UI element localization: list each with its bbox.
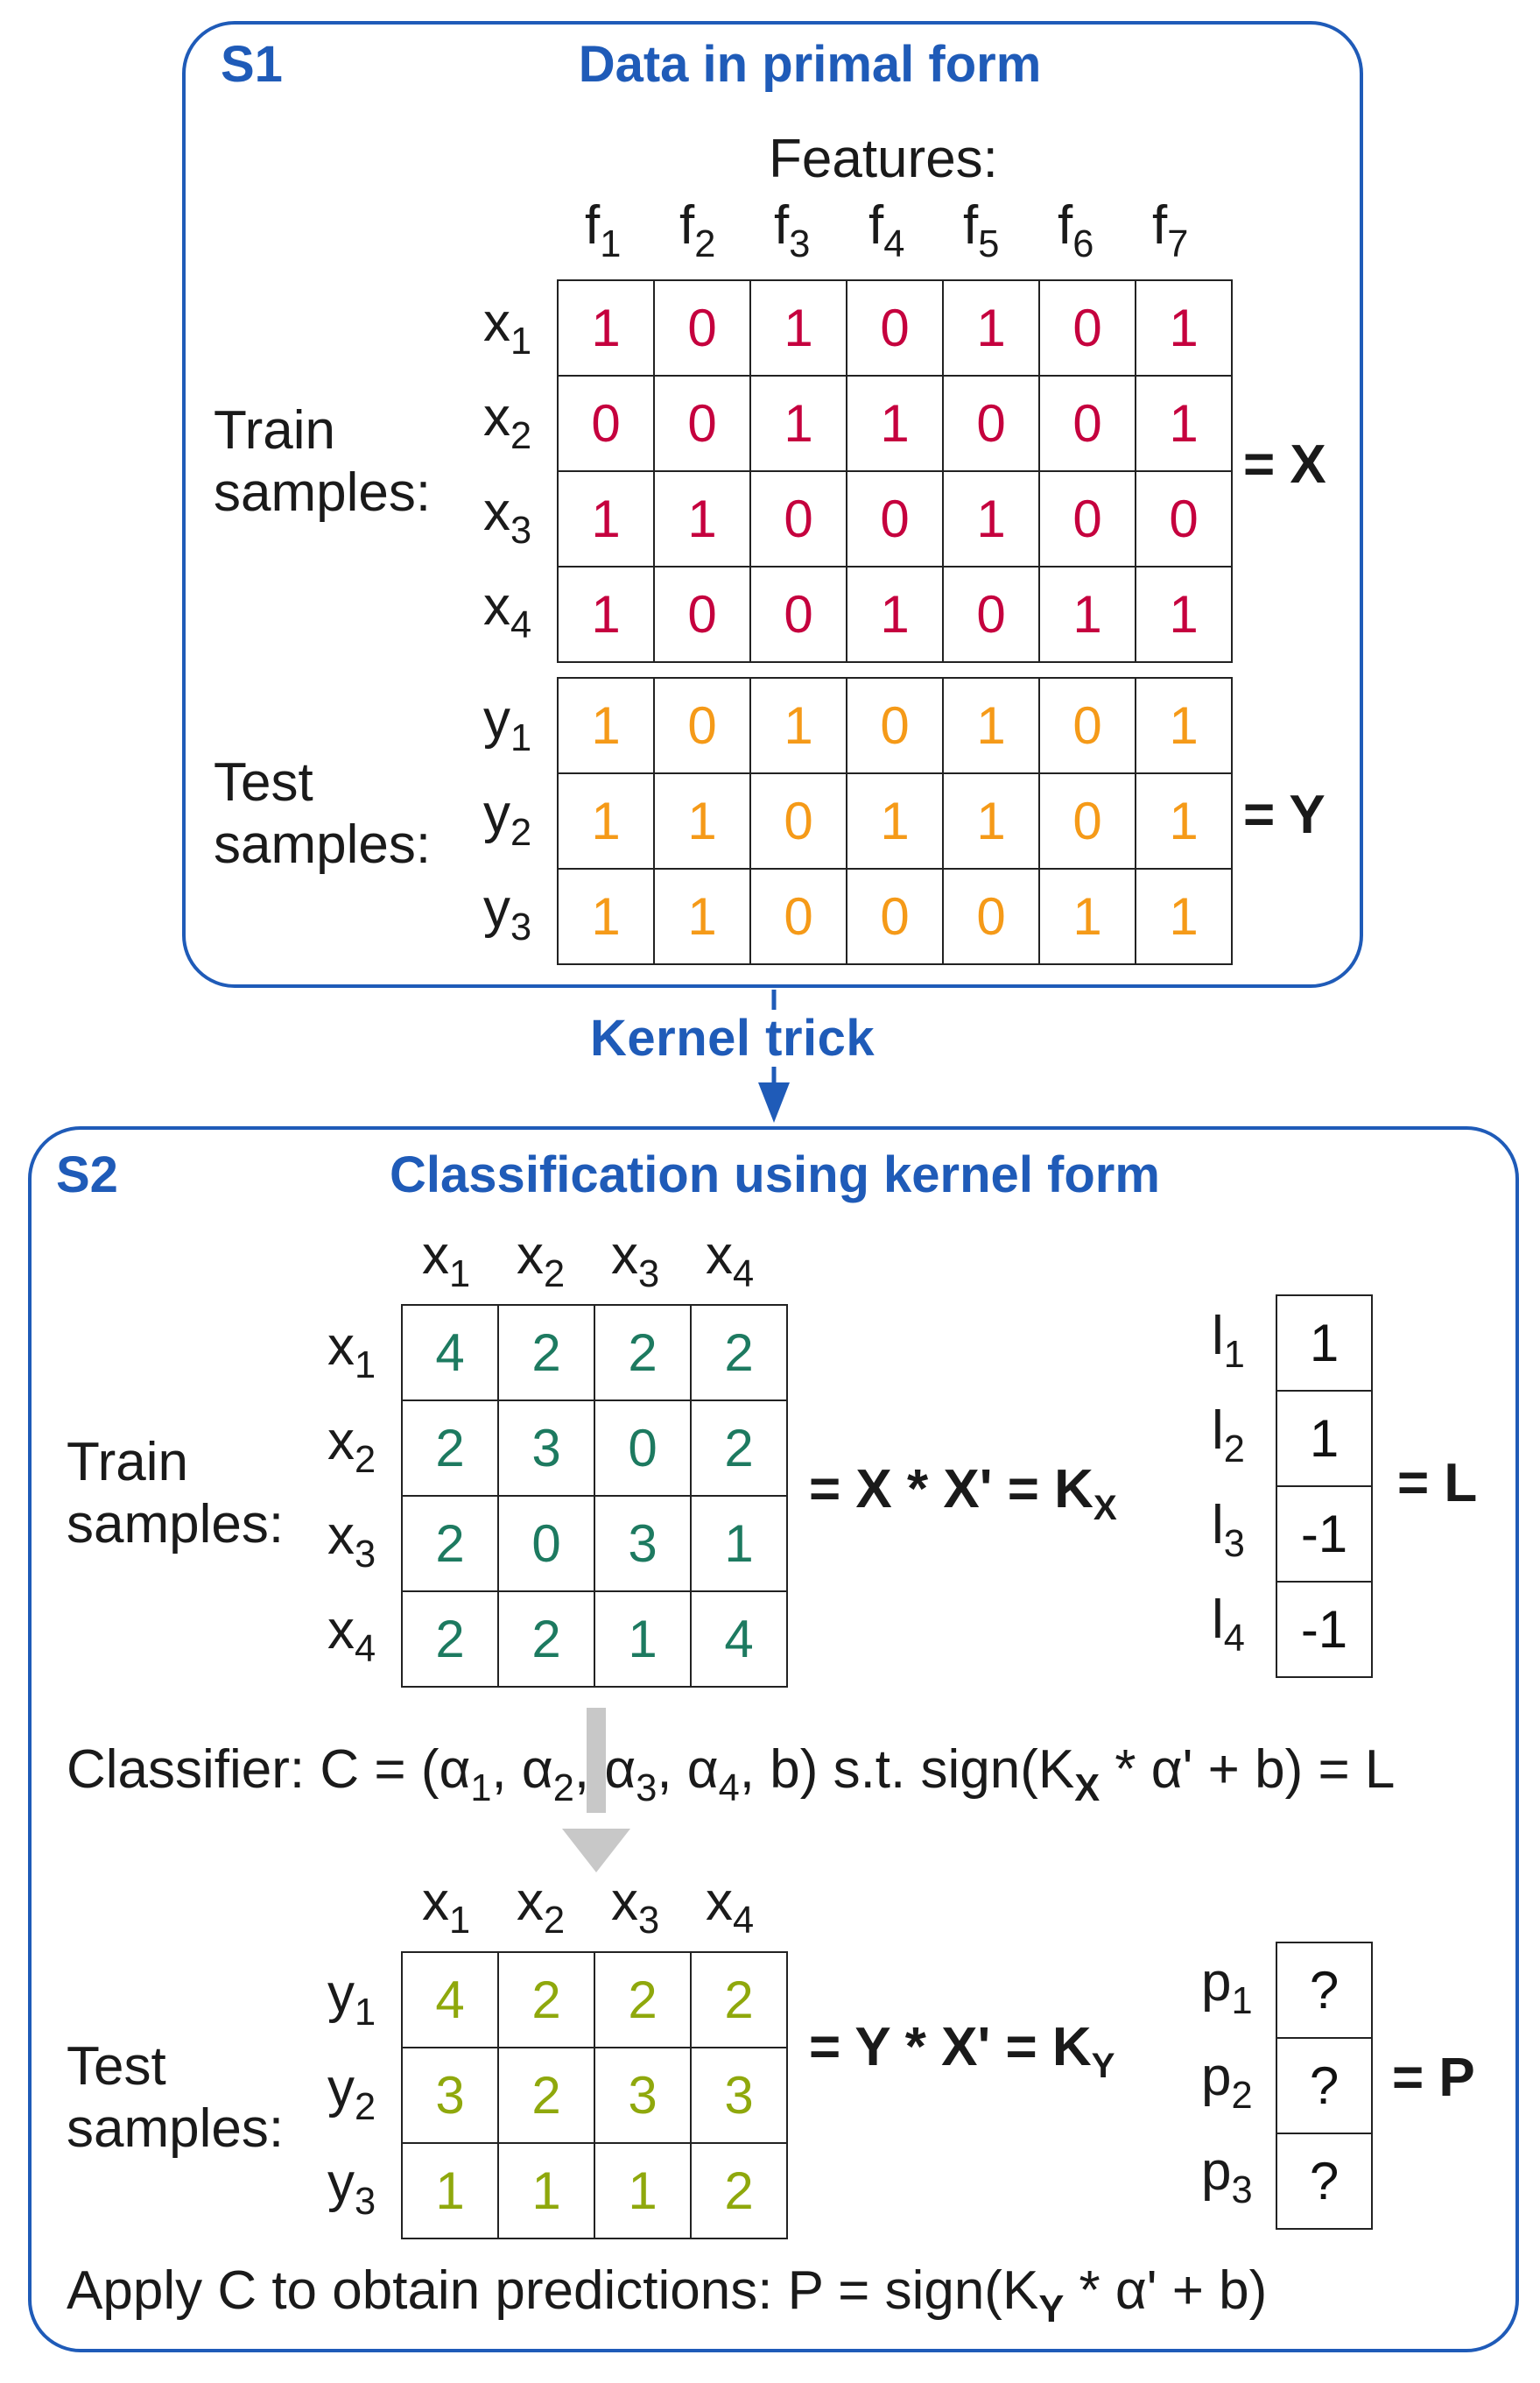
train-row-label-base: x: [483, 482, 510, 542]
matrix-cell: 1: [594, 2143, 691, 2238]
vector-row: [1276, 1295, 1372, 1391]
kx-col-header: [706, 1224, 755, 1296]
matrix-cell: 1: [1039, 567, 1136, 662]
matrix-cell: 0: [943, 869, 1039, 964]
matrix-cell: 0: [558, 376, 654, 471]
matrix-cell: 1: [558, 280, 654, 376]
matrix-cell: 2: [402, 1496, 498, 1591]
vector-row: [1276, 1391, 1372, 1486]
matrix-cell: 0: [1039, 280, 1136, 376]
kx-col-header: [517, 1224, 566, 1296]
kx-col-header-sub: 3: [638, 1253, 660, 1296]
ky-col-header-sub: 1: [449, 1900, 471, 1942]
l-label-sub: 1: [1223, 1334, 1245, 1377]
features-label: Features:: [769, 129, 998, 189]
s1-test-label-line1: Test: [214, 752, 313, 813]
p-label-base: p: [1201, 2141, 1232, 2202]
matrix-cell: 0: [750, 869, 847, 964]
matrix-row: [402, 2143, 787, 2238]
ky-col-header: [611, 1871, 660, 1942]
matrix-cell: 1: [1136, 773, 1232, 869]
test-row-label-base: y: [483, 689, 510, 750]
matrix-cell: 0: [750, 471, 847, 567]
matrix-cell: 0: [943, 376, 1039, 471]
s1-test-label-line2: samples:: [214, 814, 432, 876]
classifier-part2: , α: [491, 1739, 553, 1800]
l-label-base: l: [1212, 1590, 1224, 1650]
eq-ky: [809, 2016, 1115, 2086]
matrix-cell: 1: [943, 773, 1039, 869]
feature-header-base: f: [679, 195, 695, 256]
train-row-label-base: x: [483, 293, 510, 353]
matrix-cell: 1: [594, 1591, 691, 1687]
matrix-cell: 0: [594, 1400, 691, 1496]
train-row-label-sub: 3: [510, 510, 532, 553]
apply-part1: Apply C to obtain predictions: P = sign(K: [67, 2260, 1039, 2321]
matrix-cell: 0: [654, 567, 750, 662]
matrix-cell: 0: [847, 678, 943, 773]
matrix-cell: 1: [558, 869, 654, 964]
ky-col-header-base: x: [611, 1872, 638, 1932]
matrix-cell: 1: [750, 376, 847, 471]
l-label: [1212, 1305, 1245, 1377]
matrix-cell: 0: [654, 376, 750, 471]
matrix-cell: 2: [691, 1305, 787, 1400]
p-label-sub: 3: [1231, 2169, 1253, 2212]
eq-y: = Y: [1243, 785, 1326, 845]
matrix-row: [402, 2048, 787, 2143]
s2-tag: S2: [56, 1146, 118, 1203]
matrix-row: [402, 1591, 787, 1687]
ky-col-header-sub: 2: [544, 1900, 566, 1942]
classifier-part1: Classifier: C = (α: [67, 1739, 471, 1800]
kx-row-label: [327, 1410, 376, 1482]
matrix-cell: 2: [402, 1400, 498, 1496]
matrix-cell: 1: [750, 678, 847, 773]
ky-row-label-base: y: [327, 1964, 355, 2024]
kx-row-label-base: x: [327, 1600, 355, 1660]
train-row-label-base: x: [483, 576, 510, 637]
vector-row: [1276, 2038, 1372, 2133]
matrix-cell: 2: [594, 1305, 691, 1400]
matrix-cell: 0: [847, 869, 943, 964]
kx-col-header-sub: 1: [449, 1253, 471, 1296]
classifier-sub2: 2: [552, 1767, 574, 1810]
matrix-cell: 1: [1136, 678, 1232, 773]
eq-kx-text: = X * X' = K: [809, 1459, 1093, 1519]
matrix-cell: 0: [1039, 471, 1136, 567]
matrix-cell: 0: [1039, 773, 1136, 869]
matrix-cell: 0: [1039, 678, 1136, 773]
matrix-cell: 2: [691, 1952, 787, 2048]
matrix-cell: 2: [594, 1952, 691, 2048]
vector-cell: 1: [1276, 1391, 1372, 1486]
kx-row-label-sub: 1: [355, 1344, 376, 1387]
l-label: [1212, 1399, 1245, 1471]
ky-matrix: [401, 1951, 788, 2239]
matrix-cell: 1: [654, 773, 750, 869]
apply-formula: [67, 2260, 1268, 2331]
s2-test-label: [67, 2035, 284, 2161]
classifier-part6: * α' + b) = L: [1100, 1739, 1396, 1800]
matrix-row: [402, 1305, 787, 1400]
kx-row-label-sub: 3: [355, 1533, 376, 1576]
kx-col-header: [611, 1224, 660, 1296]
test-row-label-base: y: [483, 878, 510, 939]
matrix-cell: 1: [1136, 280, 1232, 376]
matrix-cell: 2: [498, 1591, 594, 1687]
matrix-cell: 3: [594, 1496, 691, 1591]
ky-row-label-sub: 2: [355, 2086, 376, 2129]
matrix-cell: 3: [594, 2048, 691, 2143]
vector-cell: ?: [1276, 2038, 1372, 2133]
kx-row-label-base: x: [327, 1505, 355, 1566]
matrix-row: [402, 1496, 787, 1591]
kx-col-header-sub: 2: [544, 1253, 566, 1296]
matrix-row: [402, 1952, 787, 2048]
p-label-sub: 1: [1231, 1980, 1253, 2023]
vector-row: [1276, 1486, 1372, 1582]
l-label: [1212, 1494, 1245, 1566]
s2-train-label-line2: samples:: [67, 1494, 285, 1555]
vector-row: [1276, 1582, 1372, 1677]
kernel-arrow-head: [758, 1082, 790, 1123]
eq-l: = L: [1397, 1453, 1478, 1513]
prediction-vector-p: [1276, 1942, 1373, 2230]
apply-sub1: Y: [1038, 2288, 1065, 2331]
s2-train-label: [67, 1431, 284, 1556]
matrix-cell: 1: [1136, 567, 1232, 662]
s1-tag: S1: [221, 36, 283, 93]
kx-row-label: [327, 1599, 376, 1671]
train-row-label-sub: 1: [510, 321, 532, 363]
ky-col-header: [422, 1871, 471, 1942]
matrix-cell: 1: [750, 280, 847, 376]
l-label-base: l: [1212, 1400, 1224, 1461]
classifier-sub5: X: [1074, 1767, 1101, 1810]
matrix-cell: 1: [1039, 869, 1136, 964]
matrix-cell: 3: [691, 2048, 787, 2143]
apply-part2: * α' + b): [1064, 2260, 1268, 2321]
ky-row-label-sub: 1: [355, 1992, 376, 2034]
feature-header-base: f: [868, 195, 884, 256]
vector-cell: -1: [1276, 1582, 1372, 1677]
l-label: [1212, 1589, 1245, 1660]
l-label-sub: 3: [1223, 1523, 1245, 1566]
classifier-formula: [67, 1738, 1396, 1810]
matrix-cell: 1: [1136, 376, 1232, 471]
eq-kx: [809, 1458, 1117, 1528]
matrix-cell: 1: [558, 773, 654, 869]
kx-row-label: [327, 1505, 376, 1576]
kernel-trick-text: Kernel trick: [585, 1010, 880, 1067]
vector-cell: -1: [1276, 1486, 1372, 1582]
ky-row-label-sub: 3: [355, 2181, 376, 2224]
feature-header-sub: 4: [883, 223, 905, 266]
matrix-cell: 1: [1136, 869, 1232, 964]
classifier-sub4: 4: [718, 1767, 740, 1810]
vector-cell: ?: [1276, 1942, 1372, 2038]
kx-row-label-base: x: [327, 1411, 355, 1471]
kx-row-label-sub: 4: [355, 1628, 376, 1671]
matrix-cell: 1: [847, 567, 943, 662]
p-label-base: p: [1201, 1952, 1232, 2013]
s2-train-label-line1: Train: [67, 1432, 188, 1492]
train-row-label-sub: 4: [510, 604, 532, 647]
classifier-part5: , b) s.t. sign(K: [739, 1739, 1075, 1800]
s1-train-label-line2: samples:: [214, 462, 432, 524]
matrix-cell: 4: [402, 1952, 498, 2048]
eq-x: = X: [1243, 434, 1326, 495]
vector-row: [1276, 2133, 1372, 2229]
matrix-cell: 2: [402, 1591, 498, 1687]
s2-test-label-line2: samples:: [67, 2098, 285, 2160]
kx-row-label-sub: 2: [355, 1439, 376, 1482]
ky-row-label: [327, 1963, 376, 2034]
matrix-cell: 2: [498, 1952, 594, 2048]
feature-header-base: f: [963, 195, 979, 256]
label-vector-l: [1276, 1294, 1373, 1678]
matrix-cell: 1: [558, 567, 654, 662]
matrix-cell: 1: [498, 2143, 594, 2238]
matrix-cell: 0: [943, 567, 1039, 662]
matrix-cell: 2: [691, 1400, 787, 1496]
s1-title: Data in primal form: [578, 36, 1042, 93]
kernel-trick-label: [585, 1009, 880, 1068]
matrix-cell: 1: [654, 471, 750, 567]
classifier-part4: , α: [657, 1739, 719, 1800]
classifier-sub3: 3: [636, 1767, 657, 1810]
test-row-label-sub: 2: [510, 812, 532, 855]
matrix-cell: 0: [654, 280, 750, 376]
matrix-cell: 1: [558, 471, 654, 567]
p-label: [1201, 2046, 1253, 2118]
matrix-cell: 2: [498, 1305, 594, 1400]
kx-row-label-base: x: [327, 1316, 355, 1377]
eq-p: = P: [1392, 2048, 1475, 2108]
test-row-label-sub: 3: [510, 906, 532, 949]
matrix-cell: 1: [943, 280, 1039, 376]
feature-header-sub: 1: [600, 223, 622, 266]
ky-row-label: [327, 2152, 376, 2224]
test-row-label-base: y: [483, 784, 510, 844]
matrix-cell: 1: [943, 678, 1039, 773]
matrix-cell: 0: [847, 280, 943, 376]
kx-row-label: [327, 1315, 376, 1387]
matrix-cell: 4: [691, 1591, 787, 1687]
matrix-cell: 0: [1039, 376, 1136, 471]
matrix-cell: 4: [402, 1305, 498, 1400]
ky-col-header-base: x: [706, 1872, 733, 1932]
matrix-cell: 1: [847, 773, 943, 869]
ky-row-label: [327, 2057, 376, 2129]
train-row-label-base: x: [483, 387, 510, 448]
s2-test-label-line1: Test: [67, 2036, 166, 2097]
ky-col-header: [517, 1871, 566, 1942]
matrix-cell: 0: [847, 471, 943, 567]
eq-ky-text: = Y * X' = K: [809, 2017, 1092, 2077]
kx-col-header-sub: 4: [733, 1253, 755, 1296]
ky-col-header-sub: 4: [733, 1900, 755, 1942]
matrix-cell: 0: [498, 1496, 594, 1591]
matrix-cell: 1: [847, 376, 943, 471]
matrix-cell: 2: [691, 2143, 787, 2238]
classifier-part3: , α: [573, 1739, 636, 1800]
ky-col-header: [706, 1871, 755, 1942]
eq-kx-sub: X: [1093, 1488, 1117, 1528]
train-row-label-sub: 2: [510, 415, 532, 458]
matrix-cell: 3: [498, 1400, 594, 1496]
kx-col-header-base: x: [517, 1225, 544, 1286]
feature-header-sub: 2: [694, 223, 716, 266]
matrix-cell: 1: [558, 678, 654, 773]
matrix-cell: 1: [654, 869, 750, 964]
matrix-cell: 1: [402, 2143, 498, 2238]
classifier-sub1: 1: [470, 1767, 492, 1810]
l-label-base: l: [1212, 1495, 1224, 1555]
vector-row: [1276, 1942, 1372, 2038]
ky-col-header-base: x: [517, 1872, 544, 1932]
l-label-sub: 2: [1223, 1428, 1245, 1471]
p-label-base: p: [1201, 2047, 1232, 2107]
kx-matrix: [401, 1304, 788, 1688]
p-label: [1201, 1951, 1253, 2023]
matrix-row: [402, 1400, 787, 1496]
feature-header-sub: 5: [978, 223, 1000, 266]
s1-train-label-line1: Train: [214, 400, 335, 461]
eq-ky-sub: Y: [1091, 2046, 1115, 2086]
feature-header-base: f: [1152, 195, 1168, 256]
matrix-cell: 2: [498, 2048, 594, 2143]
ky-row-label-base: y: [327, 2058, 355, 2119]
p-label: [1201, 2140, 1253, 2212]
kx-col-header-base: x: [422, 1225, 449, 1286]
kx-col-header-base: x: [706, 1225, 733, 1286]
ky-col-header-sub: 3: [638, 1900, 660, 1942]
l-label-sub: 4: [1223, 1618, 1245, 1660]
vector-cell: ?: [1276, 2133, 1372, 2229]
ky-row-label-base: y: [327, 2153, 355, 2213]
feature-header-sub: 3: [789, 223, 811, 266]
matrix-cell: 0: [654, 678, 750, 773]
matrix-cell: 0: [750, 773, 847, 869]
p-label-sub: 2: [1231, 2075, 1253, 2118]
feature-header-base: f: [774, 195, 790, 256]
matrix-cell: 1: [691, 1496, 787, 1591]
feature-header-base: f: [585, 195, 601, 256]
matrix-cell: 0: [750, 567, 847, 662]
matrix-cell: 3: [402, 2048, 498, 2143]
kx-col-header: [422, 1224, 471, 1296]
kx-col-header-base: x: [611, 1225, 638, 1286]
ky-col-header-base: x: [422, 1872, 449, 1932]
matrix-cell: 1: [943, 471, 1039, 567]
l-label-base: l: [1212, 1306, 1224, 1366]
vector-cell: 1: [1276, 1295, 1372, 1391]
feature-header-sub: 6: [1072, 223, 1094, 266]
test-row-label-sub: 1: [510, 717, 532, 760]
s2-title: Classification using kernel form: [390, 1146, 1160, 1203]
matrix-cell: 0: [1136, 471, 1232, 567]
feature-header-sub: 7: [1167, 223, 1189, 266]
feature-header-base: f: [1058, 195, 1073, 256]
